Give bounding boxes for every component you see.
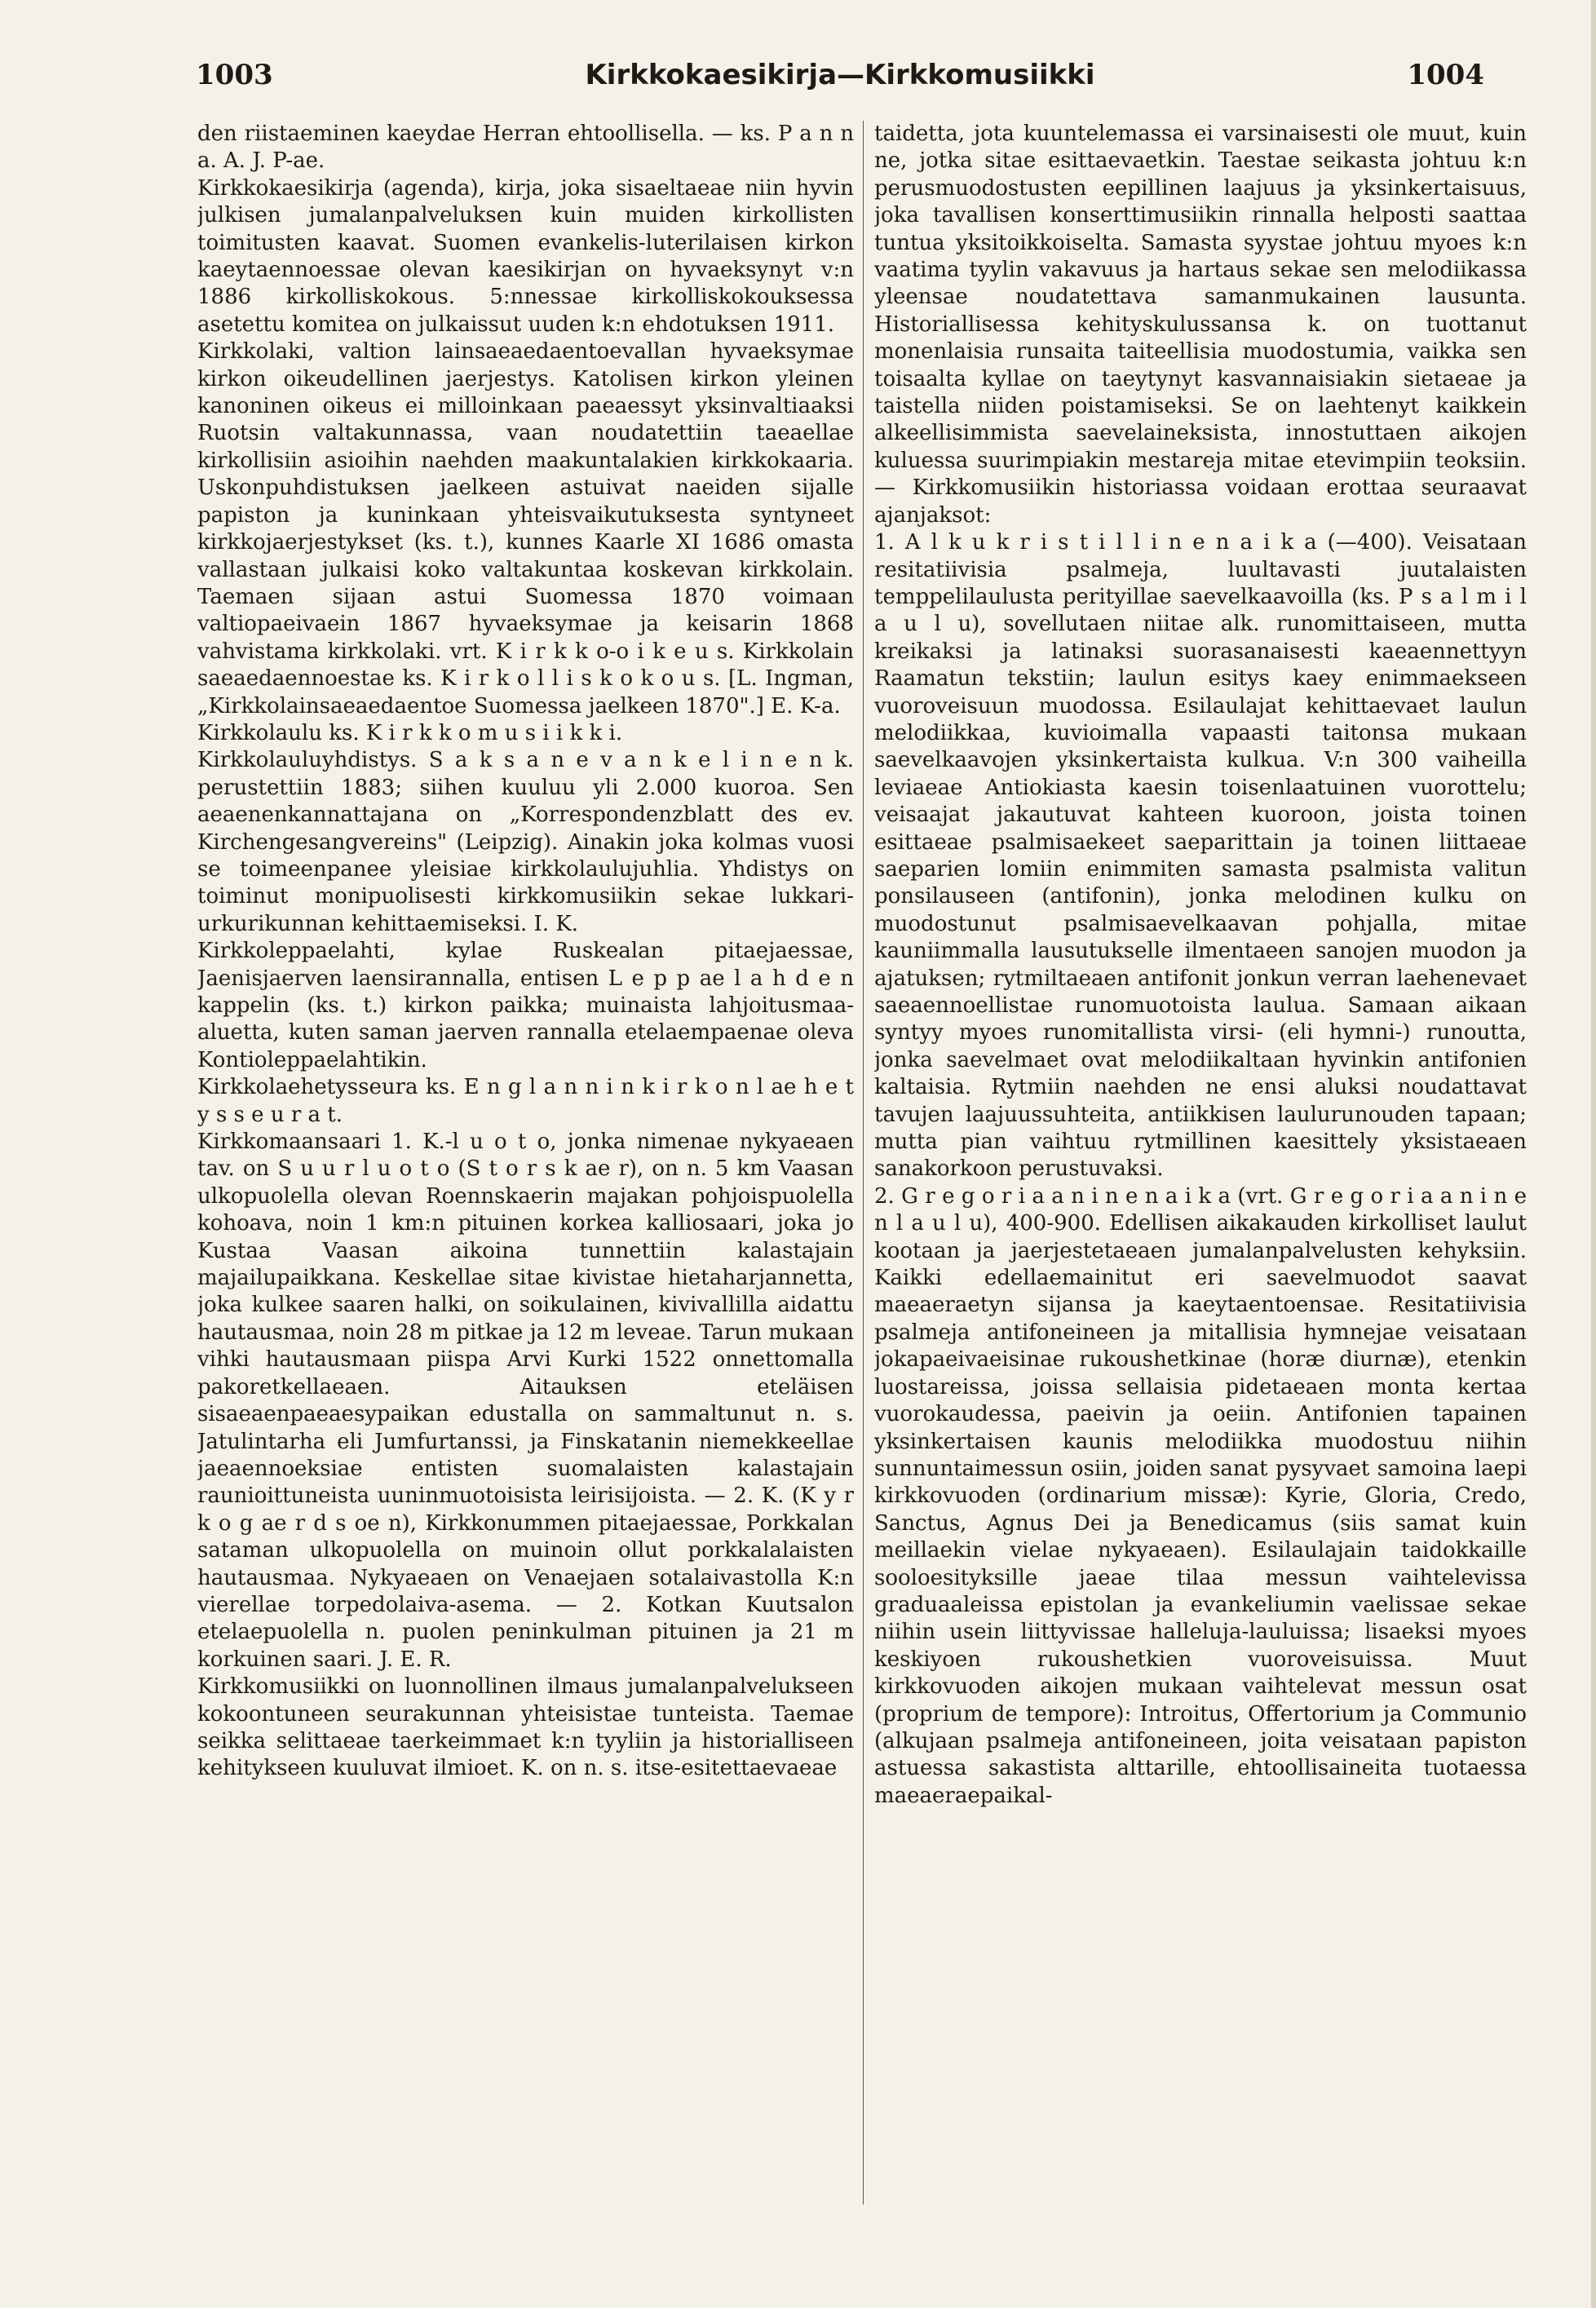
left-column bbox=[197, 121, 854, 2266]
entry-kirkkokasikirja: Kirkkokaesikirja (agenda), kirja, joka sisaeltaeae niin hyvin julkisen jumalanpalveluksen kuin muiden kirkollisten toimitusten kaavat. Suomen evankelis-luterilaisen kirkon kaeytaennoessae olevan kaesikirjan on hyvaeksynyt v:n 1886 kirkolliskokous. 5:nnessae kirkolliskokouksessa asetettu komitea on julkaissut uuden k:n ehdotuksen 1911. bbox=[197, 175, 854, 337]
page-header bbox=[196, 59, 1484, 108]
column-divider bbox=[863, 121, 864, 2204]
page-number-right: 1004 bbox=[1407, 59, 1484, 91]
entry-kirkkolaki: Kirkkolaki, valtion lainsaeaedaentoevallan hyvaeksymae kirkon oikeudellinen jaerjestys. Katolisen kirkon yleinen kanoninen oikeus ei milloinkaan paeaessyt yksinvaltiaaksi Ruotsin valtakunnassa, vaan noudatettiin taeaellae kirkollisiin asioihin naehden maakuntalakien kirkkokaaria. Uskonpuhdistuksen jaelkeen astuivat naeiden sijalle papiston ja kuninkaan yhteisvaikutuksesta syntyneet kirkkojaerjestykset (ks. t.), kunnes Kaarle XI 1686 omasta vallastaan julkaisi koko valtakuntaa koskevan kirkkolain. Taemaen sijaan astui Suomessa 1870 voimaan valtiopaeivaein 1867 hyvaeksymae ja keisarin 1868 vahvistama kirkkolaki. vrt. K i r k k o-o i k e u s. Kirkkolain saeaedaennoestae ks. K i r k o l l i s k o k o u s. [L. Ingman, „Kirkkolainsaeaedaentoe Suomessa jaelkeen 1870".] E. K-a. bbox=[197, 339, 854, 718]
entry-kirkkomusiikki: Kirkkomusiikki on luonnollinen ilmaus jumalanpalvelukseen kokoontuneen seurakunnan yhteisistae tunteista. Taemae seikka selittaeae taerkeimmaet k:n tyyliin ja historialliseen kehitykseen kuuluvat ilmioet. K. on n. s. itse-esitettaevaeae bbox=[197, 1674, 854, 1781]
page-edge bbox=[1591, 0, 1596, 2308]
entry-kirkkoleppalahti: Kirkkoleppaelahti, kylae Ruskealan pitaejaessae, Jaenisjaerven laensirannalla, entisen L e p p ae l a h d e n kappelin (ks. t.) kirkon paikka; muinaista lahjoitusmaa-aluetta, kuten saman jaerven rannalla etelaempaenae oleva Kontioleppaelahtikin. bbox=[197, 939, 854, 1072]
paragraph-period-2: 2. G r e g o r i a a n i n e n a i k a (vrt. G r e g o r i a a n i n e n l a u l u), 400-900. Edellisen aikakauden kirkolliset laulut kootaan ja jaerjestetaeaen jumalanpalvelusten kehyksiin. Kaikki edellaemainitut eri saevelmuodot saavat maeaeraetyn sijansa ja kaeytaentoensae. Resitatiivisia psalmeja antifoneineen ja mitallisia hymnejae veisataan jokapaeivaeisinae rukoushetkinae (horæ diurnæ), etenkin luostareissa, joissa sellaisia pidetaeaen monta kertaa vuorokaudessa, paeivin ja oeiin. Antifonien tapainen yksinkertaisen kaunis melodiikka muodostuu niihin sunnuntaimessun osiin, joiden sanat pysyvaet samoina laepi kirkkovuoden (ordinarium missæ): Kyrie, Gloria, Credo, Sanctus, Agnus Dei ja Benedicamus (siis samat kuin meillaekin vielae nykyaeaen). Esilaulajain taidokkaille sooloesityksille jaeae tilaa messun vaihtelevissa graduaaleissa epistolan ja evankeliumin vaelissae sekae niihin usein liittyvissae halleluja-lauluissa; lisaeksi myoes keskiyoen rukoushetkien vuoroveisuissa. Muut kirkkovuoden aikojen mukaan vaihtelevat messun osat (proprium de tempore): Introitus, Offertorium ja Communio (alkujaan psalmeja antifoneineen, joita veisataan papiston astuessa sakastista alttarille, ehtoollisaineita tuotaessa maeaeraepaikal- bbox=[874, 1183, 1527, 1808]
paragraph-period-1: 1. A l k u k r i s t i l l i n e n a i k a (—400). Veisataan resitatiivisia psalmeja, luultavasti juutalaisten temppelilaulusta perityillae saevelkaavoilla (ks. P s a l m i l a u l u), sovellutaen niitae alk. runomittaiseen, mutta kreikaksi ja latinaksi suorasanaisesti kaeaennettyyn Raamatun tekstiin; laulun esitys kaey enimmaekseen vuoroveisuun muodossa. Esilaulajat kehittaevaet laulun melodiikkaa, kuvioimalla vapaasti taitonsa mukaan saevelkaavojen yksinkertaista kulkua. V:n 300 vaiheilla leviaeae Antiokiasta kaesin toisenlaatuinen vuorottelu; veisaajat jakautuvat kahteen kuoroon, joista toinen esittaeae psalmisaekeet saeparittain ja toinen liittaeae saeparien lomiin enimmiten samasta psalmista valitun ponsilauseen (antifonin), jonka melodinen kulku on muodostunut psalmisaevelkaavan pohjalla, mitae kauniimmalla lausutukselle ilmentaeen sanojen muodon ja ajatuksen; rytmiltaeaen antifonit jonkun verran laehenevaet saeaennoellistae runomuotoista laulua. Samaan aikaan syntyy myoes runomitallista virsi- (eli hymni-) runoutta, jonka saevelmaet ovat melodiikaltaan hyvinkin antifonien kaltaisia. Rytmiin naehden ne ensi aluksi noudattavat tavujen laajuussuhteita, antiikkisen laulurunouden tapaan; mutta pian vaihtuu rytmillinen kaesittely yksistaeaen sanakorkoon perustuvaksi. bbox=[874, 530, 1527, 1182]
page-number-left: 1003 bbox=[196, 59, 273, 91]
right-column bbox=[874, 121, 1527, 2266]
paragraph: taidetta, jota kuuntelemassa ei varsinaisesti ole muut, kuin ne, jotka sitae esittaevaetkin. Taestae seikasta johtuu k:n perusmuodostusten eepillinen laajuus ja yksinkertaisuus, joka tavallisen konserttimusiikin rinnalla helposti saattaa tuntua yksitoikkoiselta. Samasta syystae johtuu myoes k:n vaatima tyylin vakavuus ja hartaus sekae sen melodiikassa yleensae noudatettava samanmukainen lausunta. Historiallisessa kehityskulussansa k. on tuottanut monenlaisia runsaita taiteellisia muodostumia, vaikka sen toisaalta kyllae on taeytynyt kasvannaisiakin sietaeae ja taistella niiden poistamiseksi. Se on laehtenyt kaikkein alkeellisimmista saevelaineksista, innostuttaen aikojen kuluessa suurimpiakin mestareja mitae etevimpiin teoksiin. — Kirkkomusiikin historiassa voidaan erottaa seuraavat ajanjaksot: bbox=[874, 122, 1527, 528]
paragraph: den riistaeminen kaeydae Herran ehtoollisella. — ks. P a n n a. A. J. P-ae. bbox=[197, 122, 854, 174]
running-title: Kirkkokaesikirja—Kirkkomusiikki bbox=[585, 59, 1095, 91]
entry-kirkkolauluyhdistys: Kirkkolauluyhdistys. S a k s a n e v a n k e l i n e n k. perustettiin 1883; siihen kuuluu yli 2.000 kuoroa. Sen aeaenenkannattajana on „Korrespondenzblatt des ev. Kirchengesangvereins" (Leipzig). Ainakin joka kolmas vuosi se toimeenpanee yleisiae kirkkolaulujuhlia. Yhdistys on toiminut monipuolisesti kirkkomusiikin sekae lukkari-urkurikunnan kehittaemiseksi. I. K. bbox=[197, 748, 854, 936]
entry-kirkkolaulu: Kirkkolaulu ks. K i r k k o m u s i i k k i. bbox=[197, 720, 623, 745]
entry-kirkkomaansaari: Kirkkomaansaari 1. K.-l u o t o, jonka nimenae nykyaeaen tav. on S u u r l u o t o (S t o r s k ae r), on n. 5 km Vaasan ulkopuolella olevan Roennskaerin majakan pohjoispuolella kohoava, noin 1 km:n pituinen korkea kalliosaari, joka jo Kustaa Vaasan aikoina tunnettiin kalastajain majailupaikkana. Keskellae sitae kivistae hietaharjannetta, joka kulkee saaren halki, on soikulainen, kivivallilla aidattu hautausmaa, noin 28 m pitkae ja 12 m leveae. Tarun mukaan vihki hautausmaan piispa Arvi Kurki 1522 onnettomalla pakoretkellaeaen. Aitauksen eteläisen sisaeaenpaeaesypaikan edustalla on sammaltunut n. s. Jatulintarha eli Jumfurtanssi, ja Finskatanin niemekkeellae jaeaennoeksiae entisten suomalaisten kalastajain raunioittuneista uuninmuotoisista leirisijoista. — 2. K. (K y r k o g ae r d s oe n), Kirkkonummen pitaejaessae, Porkkalan sataman ulkopuolella on muinoin ollut porkkalalaisten hautausmaa. Nykyaeaen on Venaejaen sotalaivastolla K:n vierellae torpedolaiva-asema. — 2. Kotkan Kuutsalon etelaepuolella n. puolen peninkulman pituinen ja 21 m korkuinen saari. J. E. R. bbox=[197, 1130, 854, 1672]
entry-kirkkolahetysseura: Kirkkolaehetysseura ks. E n g l a n n i n k i r k o n l ae h e t y s s e u r a t. bbox=[197, 1075, 854, 1127]
